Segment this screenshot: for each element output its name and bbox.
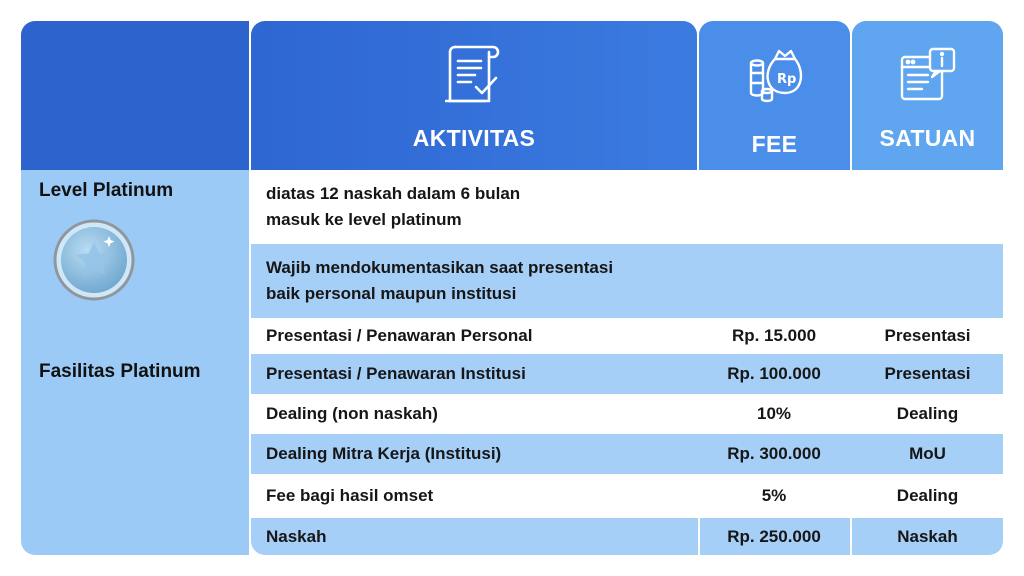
fee-cell: 10% (756, 404, 792, 423)
note-text (266, 244, 866, 318)
fee-cell: Rp. 250.000 (727, 526, 821, 546)
header-fee-label: FEE (751, 131, 798, 157)
satuan-cell: Presentasi (884, 326, 971, 345)
fee-cell: Rp. 15.000 (731, 326, 817, 345)
aktivitas-cell: Presentasi / Penawaran Personal (266, 326, 533, 345)
fee-cell: Rp. 300.000 (727, 444, 821, 463)
header-fee (699, 21, 850, 170)
aktivitas-cell: Fee bagi hasil omset (266, 486, 434, 505)
note-line: masuk ke level platinum (266, 210, 462, 229)
satuan-cell: Dealing (896, 404, 959, 423)
note-line: baik personal maupun institusi (266, 284, 517, 303)
fasilitas-platinum-title: Fasilitas Platinum (39, 361, 201, 382)
note-row-dokumentasi (251, 244, 1003, 318)
fee-cell: 5% (761, 486, 787, 505)
info-window-icon (898, 47, 958, 105)
satuan-cell: Presentasi (884, 364, 971, 383)
satuan-cell: Dealing (896, 486, 959, 505)
header-aktivitas-label: AKTIVITAS (412, 125, 536, 151)
note-row-level (251, 170, 1003, 244)
money-bag-icon (745, 45, 805, 105)
aktivitas-cell: Naskah (266, 526, 327, 546)
satuan-cell: MoU (909, 444, 946, 463)
platinum-star-medal-icon (52, 218, 136, 302)
note-line: diatas 12 naskah dalam 6 bulan (266, 184, 521, 203)
fee-cell: Rp. 100.000 (727, 364, 821, 383)
header-aktivitas (251, 21, 697, 170)
column-divider (850, 518, 852, 555)
header-satuan-label: SATUAN (879, 125, 976, 151)
header-satuan (852, 21, 1003, 170)
header-corner-cell (21, 21, 249, 170)
table-row (251, 394, 1003, 434)
table-row (251, 318, 1003, 354)
aktivitas-cell: Dealing (non naskah) (266, 404, 438, 423)
column-divider (698, 518, 700, 555)
document-check-icon (445, 43, 503, 105)
svg-text:Rp: Rp (776, 72, 796, 87)
table-row (251, 354, 1003, 394)
aktivitas-cell: Dealing Mitra Kerja (Institusi) (266, 444, 502, 463)
platinum-panel (21, 170, 249, 555)
satuan-cell: Naskah (897, 526, 958, 546)
table-row (251, 474, 1003, 518)
table-row (251, 518, 1003, 555)
table-row (251, 434, 1003, 474)
level-platinum-title: Level Platinum (39, 180, 174, 201)
aktivitas-cell: Presentasi / Penawaran Institusi (266, 364, 526, 383)
note-line: Wajib mendokumentasikan saat presentasi (266, 258, 614, 277)
note-text (266, 170, 866, 244)
